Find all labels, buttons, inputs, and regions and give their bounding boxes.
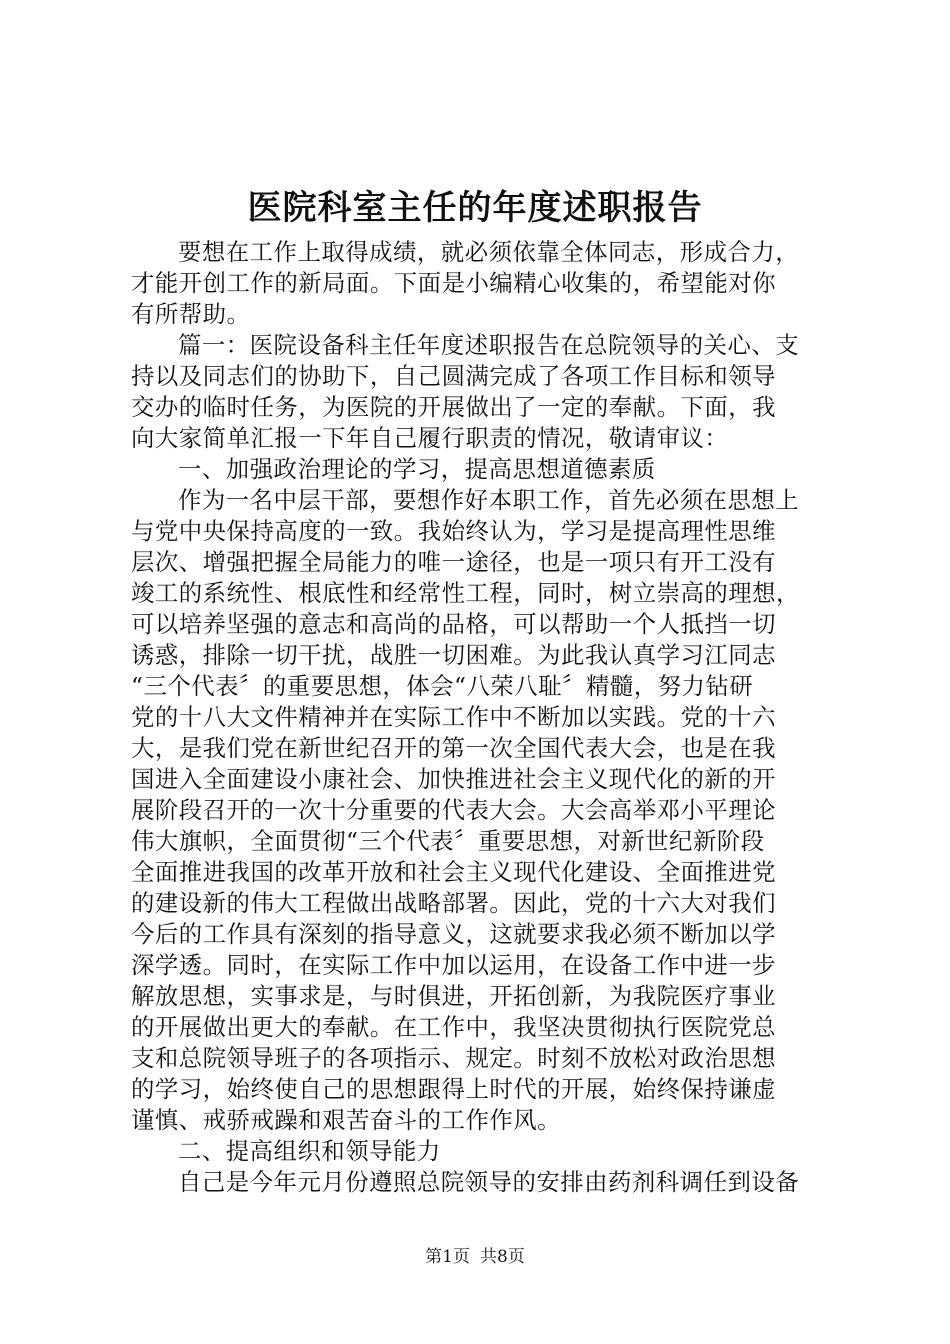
text-line: 的建设新的伟大工程做出战略部署。因此，党的十六大对我们	[131, 889, 777, 917]
text-line: 持以及同志们的协助下，自己圆满完成了各项工作目标和领导	[131, 362, 777, 390]
text-line: 的开展做出更大的奉献。在工作中，我坚决贯彻执行医院党总	[131, 1013, 777, 1041]
text-line: 今后的工作具有深刻的指导意义，这就要求我必须不断加以学	[131, 920, 777, 948]
text-line: 与党中央保持高度的一致。我始终认为，学习是提高理性思维	[131, 517, 777, 545]
text-line: 全面推进我国的改革开放和社会主义现代化建设、全面推进党	[131, 858, 777, 886]
text-line: 深学透。同时，在实际工作中加以运用，在设备工作中进一步	[131, 951, 777, 979]
text-line: 谨慎、戒骄戒躁和艰苦奋斗的工作作风。	[131, 1106, 562, 1134]
text-line: 竣工的系统性、根底性和经常性工程，同时，树立崇高的理想，	[131, 579, 800, 607]
text-line: 国进入全面建设小康社会、加快推进社会主义现代化的新的开	[131, 765, 777, 793]
text-line: 大，是我们党在新世纪召开的第一次全国代表大会，也是在我	[131, 734, 777, 762]
text-line: 才能开创工作的新局面。下面是小编精心收集的，希望能对你	[131, 269, 777, 297]
text-line: 篇一：医院设备科主任年度述职报告在总院领导的关心、支	[178, 331, 800, 359]
text-line: 向大家简单汇报一下年自己履行职责的情况，敬请审议：	[131, 424, 729, 452]
text-line: 可以培养坚强的意志和高尚的品格，可以帮助一个人抵挡一切	[131, 610, 777, 638]
document-body	[131, 237, 831, 1198]
page-footer	[0, 1245, 950, 1269]
page-total: 共8页	[480, 1247, 525, 1267]
text-line: 展阶段召开的一次十分重要的代表大会。大会高举邓小平理论	[131, 796, 777, 824]
text-line: 诱惑，排除一切干扰，战胜一切困难。为此我认真学习江同志	[131, 641, 777, 669]
text-line: 的学习，始终使自己的思想跟得上时代的开展，始终保持谦虚	[131, 1075, 777, 1103]
document-title: 医院科室主任的年度述职报告	[247, 188, 703, 228]
text-line: 解放思想，实事求是，与时俱进，开拓创新，为我院医疗事业	[131, 982, 777, 1010]
text-line: 层次、增强把握全局能力的唯一途径，也是一项只有开工没有	[131, 548, 777, 576]
text-line: 党的十八大文件精神并在实际工作中不断加以实践。党的十六	[131, 703, 777, 731]
text-line: 支和总院领导班子的各项指示、规定。时刻不放松对政治思想	[131, 1044, 777, 1072]
page-number: 第1页	[425, 1247, 470, 1267]
text-line: 要想在工作上取得成绩，就必须依靠全体同志，形成合力，	[178, 238, 800, 266]
text-line: 一、加强政治理论的学习，提高思想道德素质	[178, 455, 656, 483]
text-line: 伟大旗帜，全面贯彻“三个代表〞重要思想，对新世纪新阶段	[131, 827, 765, 855]
text-line: 二、提高组织和领导能力	[178, 1137, 441, 1165]
text-line: 自己是今年元月份遵照总院领导的安排由药剂科调任到设备	[178, 1168, 800, 1196]
text-line: “三个代表〞的重要思想，体会“八荣八耻〞精髓，努力钻研	[131, 672, 754, 700]
text-line: 有所帮助。	[131, 300, 251, 328]
text-line: 作为一名中层干部，要想作好本职工作，首先必须在思想上	[178, 486, 800, 514]
text-line: 交办的临时任务，为医院的开展做出了一定的奉献。下面，我	[131, 393, 777, 421]
